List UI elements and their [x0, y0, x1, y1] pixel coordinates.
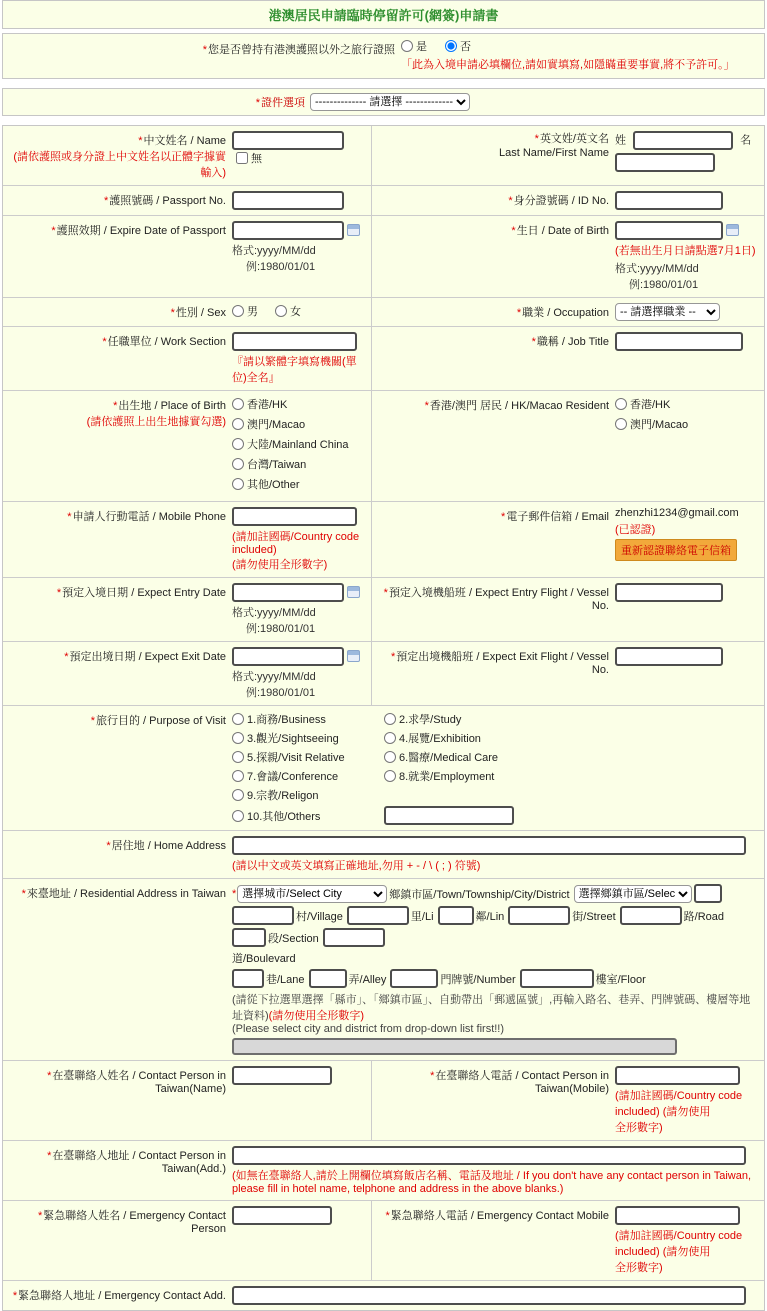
zipcode-input[interactable]	[694, 884, 722, 903]
contact-mobile-note: (請加註國碼/Country code included) (請勿使用 全形數字)	[615, 1090, 743, 1134]
emergency-mobile-note: (請加註國碼/Country code included) (請勿使用 全形數字)	[615, 1230, 743, 1274]
boulevard-label: 道/Boulevard	[232, 953, 296, 965]
city-select[interactable]	[237, 885, 387, 903]
first-name-label: 名	[740, 134, 752, 147]
reverify-email-button[interactable]: 重新認證聯絡電子信箱	[615, 539, 737, 561]
contact-addr-input[interactable]	[232, 1146, 746, 1165]
contact-addr-label: *在臺聯絡人地址 / Contact Person in Taiwan(Add.)	[47, 1150, 226, 1175]
birth-place-hk-radio[interactable]: 香港/HK	[232, 396, 287, 412]
birth-place-mainland-radio[interactable]: 大陸/Mainland China	[232, 436, 349, 452]
contact-name-input[interactable]	[232, 1066, 332, 1085]
emergency-addr-label: *緊急聯絡人地址 / Emergency Contact Add.	[12, 1290, 226, 1302]
email-verified-badge: (已認證)	[615, 524, 656, 536]
entry-flight-label: *預定入境機船班 / Expect Entry Flight / Vessel No.	[383, 587, 609, 612]
birth-date-input[interactable]	[615, 221, 723, 240]
floor-input[interactable]	[520, 969, 594, 988]
birth-place-label: *出生地 / Place of Birth (請依護照上出生地據實勾選)	[3, 391, 229, 501]
id-no-input[interactable]	[615, 191, 723, 210]
emergency-mobile-input[interactable]	[615, 1206, 740, 1225]
occupation-select[interactable]	[615, 303, 720, 321]
boulevard-input[interactable]	[323, 928, 385, 947]
birth-place-other-radio[interactable]: 其他/Other	[232, 476, 300, 492]
last-name-input[interactable]	[633, 131, 733, 150]
purpose-study-radio[interactable]: 2.求學/Study	[384, 711, 746, 727]
home-address-label: *居住地 / Home Address	[106, 840, 226, 852]
first-name-input[interactable]	[615, 153, 715, 172]
purpose-medical-radio[interactable]: 6.醫療/Medical Care	[384, 749, 746, 765]
birth-place-note: (請依護照上出生地據實勾選)	[86, 416, 226, 428]
emergency-addr-input[interactable]	[232, 1286, 746, 1305]
number-input[interactable]	[390, 969, 438, 988]
district-select[interactable]	[574, 885, 692, 903]
resident-macao-radio[interactable]: 澳門/Macao	[615, 416, 688, 432]
mobile-note1: (請加註國碼/Country code included)	[232, 531, 360, 556]
entry-date-label: *預定入境日期 / Expect Entry Date	[56, 587, 226, 599]
home-address-input[interactable]	[232, 836, 746, 855]
en-name-label: *英文姓/英文名 Last Name/First Name	[498, 133, 609, 159]
contact-name-label: *在臺聯絡人姓名 / Contact Person in Taiwan(Name)	[47, 1070, 226, 1095]
form-header	[2, 0, 765, 29]
cn-name-label: *中文姓名 / Name (請依護照或身分證上中文姓名以正體字據實輸入)	[3, 126, 229, 185]
mobile-note2: (請勿使用全形數字)	[232, 559, 328, 571]
purpose-business-radio[interactable]: 1.商務/Business	[232, 711, 370, 727]
tw-address-label: *來臺地址 / Residential Address in Taiwan	[21, 888, 226, 900]
prior-doc-no-radio[interactable]: 否	[445, 38, 471, 54]
alley-input[interactable]	[309, 969, 347, 988]
job-title-label: *職稱 / Job Title	[531, 336, 609, 348]
mobile-label: *申請人行動電話 / Mobile Phone	[67, 511, 226, 523]
cn-name-input[interactable]	[232, 131, 344, 150]
village-input[interactable]	[232, 906, 294, 925]
email-value: zhenzhi1234@gmail.com	[615, 507, 739, 519]
entry-flight-input[interactable]	[615, 583, 723, 602]
passport-no-label: *護照號碼 / Passport No.	[103, 195, 226, 207]
job-title-input[interactable]	[615, 332, 743, 351]
date-format-hint: 格式:yyyy/MM/dd例:1980/01/01	[615, 263, 699, 291]
purpose-sightseeing-radio[interactable]: 3.觀光/Sightseeing	[232, 730, 370, 746]
road-input[interactable]	[620, 906, 682, 925]
sex-label: *性別 / Sex	[170, 307, 226, 319]
purpose-conference-radio[interactable]: 7.會議/Conference	[232, 768, 370, 784]
prior-travel-doc-label: *您是否曾持有港澳護照以外之旅行證照	[202, 44, 395, 56]
work-section-input[interactable]	[232, 332, 357, 351]
none-checkbox[interactable]	[236, 152, 248, 164]
purpose-exhibition-radio[interactable]: 4.展覽/Exhibition	[384, 730, 746, 746]
entry-date-input[interactable]	[232, 583, 344, 602]
doc-option-label: *證件選項	[255, 97, 305, 109]
sex-female-radio[interactable]: 女	[275, 303, 301, 319]
purpose-religion-radio[interactable]: 9.宗教/Religon	[232, 787, 370, 803]
doc-option-select[interactable]	[310, 93, 470, 111]
purpose-label: *旅行目的 / Purpose of Visit	[90, 715, 226, 727]
calendar-icon[interactable]	[347, 650, 360, 662]
home-address-note: (請以中文或英文填寫正確地址,勿用 + - / \ ( ; ) 符號)	[232, 860, 481, 872]
street-input[interactable]	[508, 906, 570, 925]
calendar-icon[interactable]	[347, 586, 360, 598]
tw-address-note-zh: (請從下拉選單選擇「縣市」、「鄉鎮市區」、自動帶出「郵遞區號」,再輸入路名、巷弄、門牌號碼、樓層等地址資料)(請勿使用全形數字)	[232, 994, 751, 1022]
li-input[interactable]	[347, 906, 409, 925]
doc-option-section	[2, 88, 765, 116]
emergency-mobile-label: *緊急聯絡人電話 / Emergency Contact Mobile	[385, 1210, 609, 1222]
purpose-others-input[interactable]	[384, 806, 514, 825]
page-title: 港澳居民申請臨時停留許可(網簽)申請書	[268, 8, 499, 23]
section-input[interactable]	[232, 928, 266, 947]
purpose-visit-relative-radio[interactable]: 5.探親/Visit Relative	[232, 749, 370, 765]
birth-date-note: (若無出生月日請點選7月1日)	[615, 245, 756, 257]
exit-flight-input[interactable]	[615, 647, 723, 666]
required-asterisk: *	[202, 44, 207, 56]
email-label: *電子郵件信箱 / Email	[501, 511, 609, 523]
calendar-icon[interactable]	[347, 224, 360, 236]
id-no-label: *身分證號碼 / ID No.	[508, 195, 609, 207]
exit-date-label: *預定出境日期 / Expect Exit Date	[64, 651, 226, 663]
contact-mobile-label: *在臺聯絡人電話 / Contact Person in Taiwan(Mobile)	[430, 1070, 609, 1095]
resident-label: *香港/澳門 居民 / HK/Macao Resident	[424, 400, 609, 412]
cn-name-note: (請依護照或身分證上中文姓名以正體字據實輸入)	[13, 151, 226, 179]
date-format-hint: 格式:yyyy/MM/dd例:1980/01/01	[232, 245, 316, 273]
full-address-readonly-bar	[232, 1038, 677, 1055]
mobile-input[interactable]	[232, 507, 357, 526]
passport-expiry-label: *護照效期 / Expire Date of Passport	[51, 225, 226, 237]
sex-male-radio[interactable]: 男	[232, 303, 258, 319]
exit-date-input[interactable]	[232, 647, 344, 666]
emergency-name-label: *緊急聯絡人姓名 / Emergency Contact Person	[37, 1210, 226, 1235]
birth-date-label: *生日 / Date of Birth	[511, 225, 609, 237]
resident-hk-radio[interactable]: 香港/HK	[615, 396, 670, 412]
contact-mobile-input[interactable]	[615, 1066, 740, 1085]
prior-doc-yes-radio[interactable]: 是	[401, 38, 427, 54]
exit-flight-label: *預定出境機船班 / Expect Exit Flight / Vessel No.	[390, 651, 609, 676]
occupation-label: *職業 / Occupation	[516, 307, 609, 319]
no-cn-name-checkbox[interactable]: 無	[236, 150, 262, 166]
last-name-label: 姓	[615, 134, 626, 147]
emergency-name-input[interactable]	[232, 1206, 332, 1225]
date-format-hint: 格式:yyyy/MM/dd例:1980/01/01	[232, 671, 316, 699]
district-label: 鄉鎮市區/Town/Township/City/District	[389, 888, 570, 901]
application-form-table: *中文姓名 / Name (請依護照或身分證上中文姓名以正體字據實輸入) 無 *英文姓/英文名 Last Name/First Name 姓 名 *護照號碼 / Passport No. *身分證號碼 / ID No. *護照效期 / Expire Date of Passport 格式:yyyy/MM/dd例:1980/01/01 *生日 / Date of Birth (若無出生月日請點選7月1日) 格式:yyyy/MM/dd例:1980/01/01 *性別 / Sex 男 女 *職業 / Occupation -- 請選擇職業 -- *任職單位 / Work Section 『請以繁體字填寫機關(單位)全名』 *職稱 / Job Title *出生地 / Place of Birth (請依護照上出生地據實勾選) 香港/HK 澳門/Macao 大陸/Mainland China 台灣/Taiwan 其他/Other *香港/澳門 居民 / HK/Macao Resident 香港/HK 澳門/Macao *申請人行動電話 / Mobile Phone (請加註國碼/Country code included) (請勿使用全形數字) *電子郵件信箱 / Email zhenzhi1234@gmail.com (已認證) 重新認證聯絡電子信箱 *預定入境日期 / Expect Entry Date 格式:yyyy/MM/dd例:1980/01/01 *預定入境機船班 / Expect Entry Flight / Vessel No. *預定出境日期 / Expect Exit Date 格式:yyyy/MM/dd例:1980/01/01 *預定出境機船班 / Expect Exit Flight / Vessel No. *旅行目的 / Purpose of Visit 1.商務/Business 2.求學/Study 3.觀光/Sightseeing 4.展覽/Exhibition 5.探親/Visit Relative 6.醫療/Medical Care 7.會議/Conference 8.就業/Employment 9.宗教/Religon 10.其他/Others *居住地 / Home Address (請以中文或英文填寫正確地址,勿用 + - / \ ( ; ) 符號) *來臺地址 / Residential Address in Taiwan * 選擇城市/Select City 鄉鎮市區/Town/Township/City/District 選擇鄉鎮市區/Select 村/Village 里/Li 鄰/Lin 街/Street 路/Road 段/Section 道/Boulevard 巷/Lane 弄/Alley 門牌號/Number 樓室/Floor (請從下拉選單選擇「縣市」、「鄉鎮市區」、自動帶出「郵遞區號」,再輸入路名、巷弄、門牌號碼、樓層等地址資料)(請勿使用全形數字) (Please select city and district from drop-down list first!!) *在臺聯絡人姓名 / Contact Person in Taiwan(Name) *在臺聯絡人電話 / Contact Person in Taiwan(Mobile) (請加註國碼/Country code included) (請勿使用 全形數字) *在臺聯絡人地址 / Contact Person in Taiwan(Add.) (如無在臺聯絡人,請於上開欄位填寫飯店名稱、電話及地址 / If you don't have any contact person in Taiwan, please fill in hotel name, telphone and address in the above blanks.) *緊急聯絡人姓名 / Emergency Contact Person *緊急聯絡人電話 / Emergency Contact Mobile (請加註國碼/Country code included) (請勿使用 全形數字) *緊急聯絡人地址 / Emergency Contact Add.	[2, 125, 765, 1311]
purpose-others-radio[interactable]: 10.其他/Others	[232, 806, 370, 825]
birth-place-taiwan-radio[interactable]: 台灣/Taiwan	[232, 456, 306, 472]
passport-no-input[interactable]	[232, 191, 344, 210]
prior-doc-note: 「此為入境申請必填欄位,請如實填寫,如隱瞞重要事實,將不予許可。」	[401, 59, 735, 71]
purpose-employment-radio[interactable]: 8.就業/Employment	[384, 768, 746, 784]
work-section-note: 『請以繁體字填寫機關(單位)全名』	[232, 356, 357, 384]
radio-yes[interactable]	[401, 40, 413, 52]
date-format-hint: 格式:yyyy/MM/dd例:1980/01/01	[232, 607, 316, 635]
radio-no[interactable]	[445, 40, 457, 52]
lane-input[interactable]	[232, 969, 264, 988]
tw-address-note-en: (Please select city and district from drop-down list first!!)	[232, 1023, 505, 1035]
lin-input[interactable]	[438, 906, 474, 925]
calendar-icon[interactable]	[726, 224, 739, 236]
birth-place-macao-radio[interactable]: 澳門/Macao	[232, 416, 305, 432]
prior-travel-doc-section	[2, 33, 765, 79]
work-section-label: *任職單位 / Work Section	[102, 336, 226, 348]
passport-expiry-input[interactable]	[232, 221, 344, 240]
contact-addr-note: (如無在臺聯絡人,請於上開欄位填寫飯店名稱、電話及地址 / If you don't have any contact person in Taiwan, please fill in hotel name, telphone and address in the above blanks.)	[232, 1170, 752, 1195]
